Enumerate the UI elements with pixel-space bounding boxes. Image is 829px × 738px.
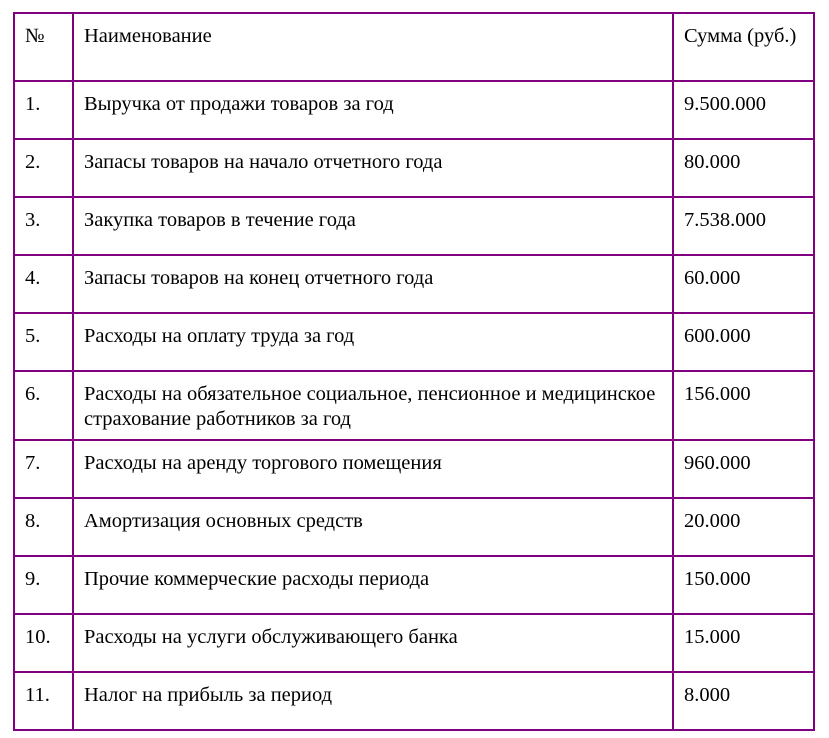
row-name: Расходы на услуги обслуживающего банка: [73, 614, 673, 672]
row-sum: 156.000: [673, 371, 814, 440]
row-number: 8.: [14, 498, 73, 556]
table-row: [14, 614, 814, 672]
row-sum: 960.000: [673, 440, 814, 498]
header-sum: Сумма (руб.): [673, 13, 814, 81]
row-number: 10.: [14, 614, 73, 672]
row-name: Запасы товаров на начало отчетного года: [73, 139, 673, 197]
row-name: Запасы товаров на конец отчетного года: [73, 255, 673, 313]
row-sum: 80.000: [673, 139, 814, 197]
row-sum: 20.000: [673, 498, 814, 556]
table-row: [14, 371, 814, 440]
row-name: Расходы на оплату труда за год: [73, 313, 673, 371]
row-name: Прочие коммерческие расходы периода: [73, 556, 673, 614]
row-sum: 15.000: [673, 614, 814, 672]
table-row: [14, 81, 814, 139]
row-sum: 7.538.000: [673, 197, 814, 255]
row-name: Закупка товаров в течение года: [73, 197, 673, 255]
table-header-row: [14, 13, 814, 81]
row-sum: 9.500.000: [673, 81, 814, 139]
row-sum: 600.000: [673, 313, 814, 371]
table-row: [14, 672, 814, 730]
table-row: [14, 197, 814, 255]
row-name: Расходы на аренду торгового помещения: [73, 440, 673, 498]
expenses-table: [13, 12, 815, 731]
row-name: Налог на прибыль за период: [73, 672, 673, 730]
table-row: [14, 313, 814, 371]
row-name: Выручка от продажи товаров за год: [73, 81, 673, 139]
table-row: [14, 440, 814, 498]
row-number: 5.: [14, 313, 73, 371]
row-number: 11.: [14, 672, 73, 730]
row-number: 3.: [14, 197, 73, 255]
row-number: 6.: [14, 371, 73, 440]
row-sum: 60.000: [673, 255, 814, 313]
table-row: [14, 556, 814, 614]
table-row: [14, 255, 814, 313]
row-number: 1.: [14, 81, 73, 139]
row-name: Расходы на обязательное социальное, пенсионное и медицинское страхование работников за год: [73, 371, 673, 440]
table-row: [14, 139, 814, 197]
row-sum: 150.000: [673, 556, 814, 614]
header-number: №: [14, 13, 73, 81]
row-number: 2.: [14, 139, 73, 197]
table-row: [14, 498, 814, 556]
row-sum: 8.000: [673, 672, 814, 730]
row-name: Амортизация основных средств: [73, 498, 673, 556]
row-number: 9.: [14, 556, 73, 614]
row-number: 7.: [14, 440, 73, 498]
row-number: 4.: [14, 255, 73, 313]
header-name: Наименование: [73, 13, 673, 81]
